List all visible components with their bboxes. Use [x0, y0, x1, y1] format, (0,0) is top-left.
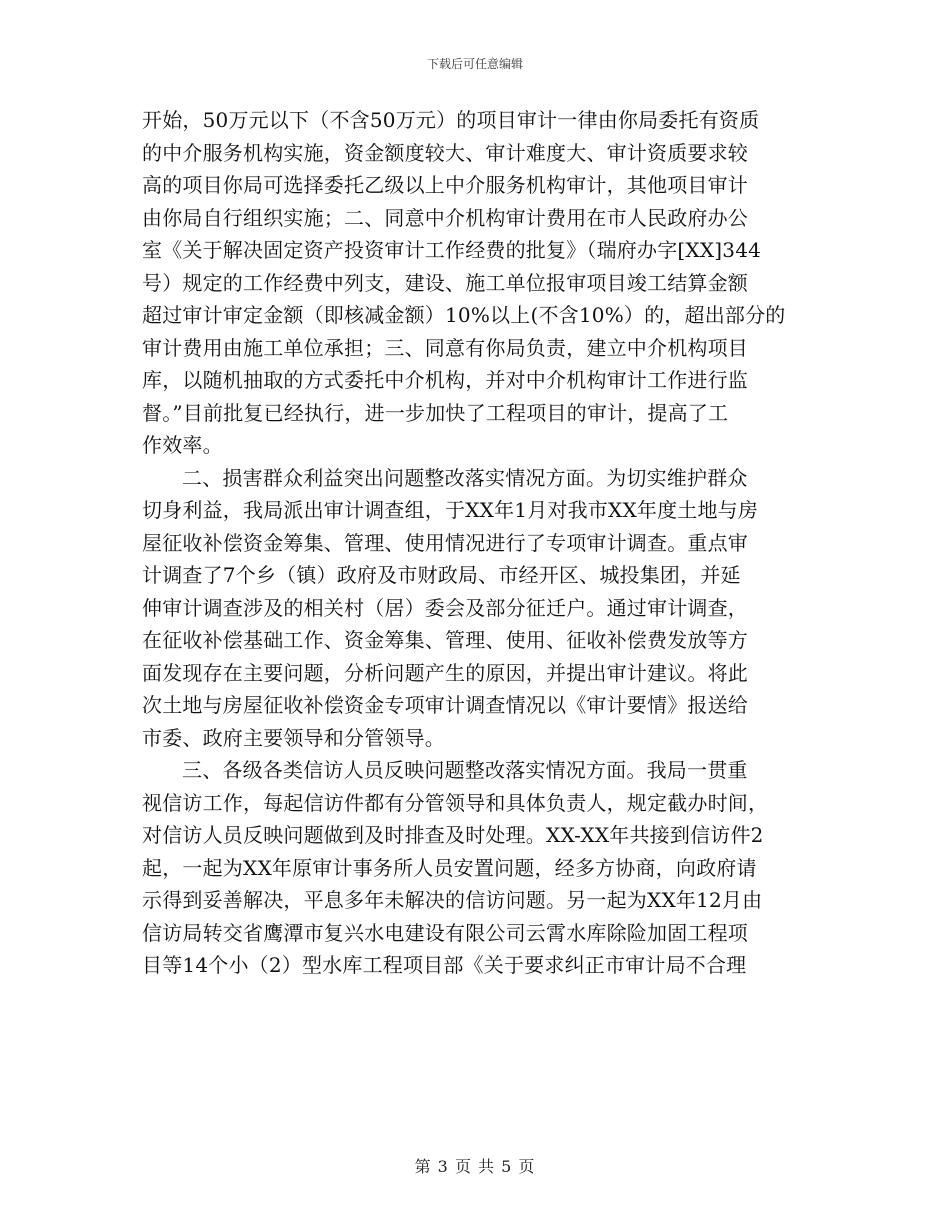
- text-line: 的中介服务机构实施，资金额度较大、审计难度大、审计资质要求较: [142, 140, 748, 165]
- text-line: 市委、政府主要领导和分管领导。: [142, 725, 445, 750]
- text-line: 面发现存在主要问题，分析问题产生的原因，并提出审计建议。将此: [142, 660, 748, 685]
- text-line: 室《关于解决固定资产投资审计工作经费的批复》（瑞府办字[XX]344: [142, 238, 762, 262]
- paragraph-start-line: 三、各级各类信访人员反映问题整改落实情况方面。我局一贯重: [182, 758, 748, 782]
- text-line: 切身利益，我局派出审计调查组，于XX年1月对我市XX年度土地与房: [142, 498, 759, 522]
- text-line: 在征收补偿基础工作、资金筹集、管理、使用、征收补偿费发放等方: [142, 628, 748, 652]
- text-line: 伸审计调查涉及的相关村（居）委会及部分征迁户。通过审计调查，: [142, 595, 748, 620]
- text-line: 高的项目你局可选择委托乙级以上中介服务机构审计，其他项目审计: [142, 173, 748, 197]
- text-line: 目等14个小（2）型水库工程项目部《关于要求纠正市审计局不合理: [142, 953, 747, 977]
- text-line: 审计费用由施工单位承担；三、同意有你局负责，建立中介机构项目: [142, 335, 748, 360]
- text-line: 库，以随机抽取的方式委托中介机构，并对中介机构审计工作进行监: [142, 368, 748, 392]
- text-line: 起，一起为XX年原审计事务所人员安置问题，经多方协商，向政府请: [142, 855, 757, 880]
- page-header-note: 下载后可任意编辑: [426, 57, 523, 71]
- text-line: 视信访工作，每起信访件都有分管领导和具体负责人，规定截办时间，: [142, 790, 769, 815]
- text-line: 开始，50万元以下（不含50万元）的项目审计一律由你局委托有资质: [142, 108, 760, 132]
- text-line: 屋征收补偿资金筹集、管理、使用情况进行了专项审计调查。重点审: [142, 530, 748, 555]
- document-body: [142, 104, 812, 982]
- text-line: 示得到妥善解决，平息多年未解决的信访问题。另一起为XX年12月由: [142, 888, 763, 912]
- text-line: 作效率。: [142, 433, 223, 457]
- page-number-footer: 第 3 页 共 5 页: [414, 1157, 536, 1176]
- text-line: 督。”目前批复已经执行，进一步加快了工程项目的审计，提高了工: [142, 400, 729, 425]
- text-line: 号）规定的工作经费中列支，建设、施工单位报审项目竣工结算金额: [142, 270, 748, 295]
- text-line: 超过审计审定金额（即核减金额）10%以上(不含10%）的，超出部分的: [142, 303, 786, 327]
- text-line: 由你局自行组织实施；二、同意中介机构审计费用在市人民政府办公: [142, 205, 748, 230]
- text-line: 信访局转交省鹰潭市复兴水电建设有限公司云霄水库除险加固工程项: [142, 920, 748, 945]
- text-line: 计调查了7个乡（镇）政府及市财政局、市经开区、城投集团，并延: [142, 563, 741, 587]
- text-line: 次土地与房屋征收补偿资金专项审计调查情况以《审计要情》报送给: [142, 693, 748, 717]
- text-line: 对信访人员反映问题做到及时排查及时处理。XX-XX年共接到信访件2: [142, 823, 764, 847]
- paragraph-start-line: 二、损害群众利益突出问题整改落实情况方面。为切实维护群众: [182, 465, 748, 490]
